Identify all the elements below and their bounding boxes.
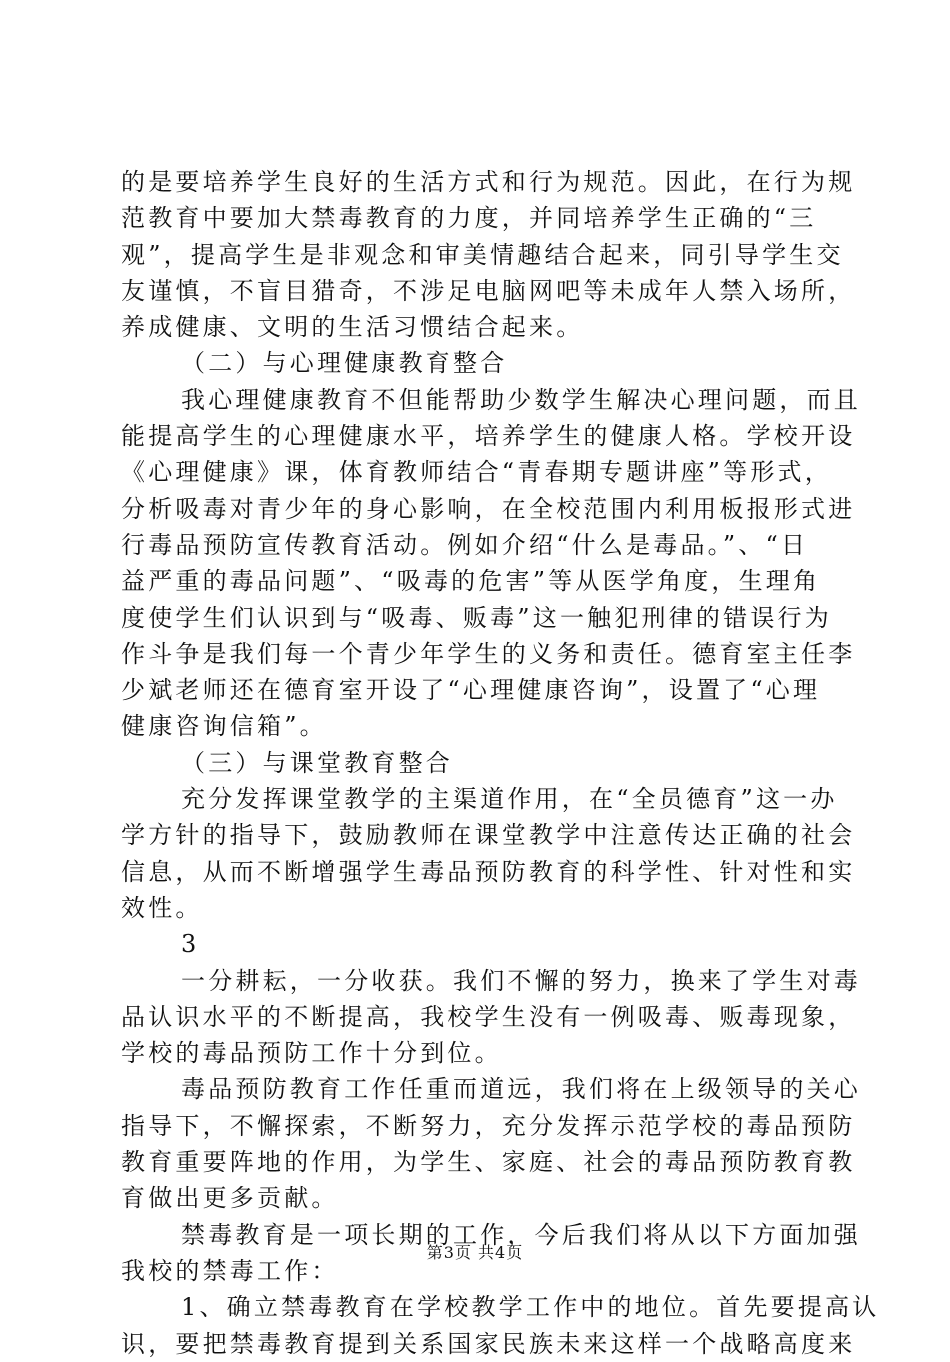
text-line: 分析吸毒对青少年的身心影响，在全校范围内利用板报形式进 bbox=[121, 494, 856, 523]
text-line: 学校的毒品预防工作十分到位。 bbox=[121, 1039, 502, 1068]
paragraph-first-line: 禁毒教育是一项长期的工作，今后我们将从以下方面加强 bbox=[181, 1220, 861, 1249]
text-line: 养成健康、文明的生活习惯结合起来。 bbox=[121, 313, 584, 342]
page-footer: 第3页 共4页 bbox=[426, 1243, 524, 1262]
document-body bbox=[121, 164, 880, 1362]
text-line: 能提高学生的心理健康水平，培养学生的健康人格。学校开设 bbox=[121, 422, 856, 451]
text-line: 行毒品预防宣传教育活动。例如介绍“什么是毒品。”、“日 bbox=[121, 530, 809, 559]
text-line: 友谨慎，不盲目猎奇，不涉足电脑网吧等未成年人禁入场所， bbox=[121, 276, 856, 305]
text-line: 信息，从而不断增强学生毒品预防教育的科学性、针对性和实 bbox=[121, 857, 856, 886]
text-line: 育做出更多贡献。 bbox=[121, 1184, 339, 1213]
paragraph-first-line: 我心理健康教育不但能帮助少数学生解决心理问题，而且 bbox=[181, 385, 861, 414]
text-line: 健康咨询信箱”。 bbox=[121, 712, 327, 741]
text-line: 指导下，不懈探索，不断努力，充分发挥示范学校的毒品预防 bbox=[121, 1111, 856, 1140]
text-line: 品认识水平的不断提高，我校学生没有一例吸毒、贩毒现象， bbox=[121, 1002, 856, 1031]
section-heading: （三）与课堂教育整合 bbox=[181, 748, 453, 777]
text-line: 学方针的指导下，鼓励教师在课堂教学中注意传达正确的社会 bbox=[121, 821, 856, 850]
text-line: 识，要把禁毒教育提到关系国家民族未来这样一个战略高度来 bbox=[121, 1329, 856, 1358]
text-line: 观”，提高学生是非观念和审美情趣结合起来，同引导学生交 bbox=[121, 240, 844, 269]
text-line: 少斌老师还在德育室开设了“心理健康咨询”，设置了“心理 bbox=[121, 676, 821, 705]
text-line: 效性。 bbox=[121, 893, 203, 922]
paragraph-first-line: 一分耕耘，一分收获。我们不懈的努力，换来了学生对毒 bbox=[181, 966, 861, 995]
text-line: 教育重要阵地的作用，为学生、家庭、社会的毒品预防教育教 bbox=[121, 1148, 856, 1177]
section-number: 3 bbox=[181, 930, 200, 959]
text-line: 范教育中要加大禁毒教育的力度，并同培养学生正确的“三 bbox=[121, 204, 817, 233]
paragraph-first-line: 1、确立禁毒教育在学校教学工作中的地位。首先要提高认 bbox=[181, 1293, 880, 1322]
text-line: 《心理健康》课，体育教师结合“青春期专题讲座”等形式， bbox=[121, 458, 832, 487]
section-heading: （二）与心理健康教育整合 bbox=[181, 349, 508, 378]
text-line: 的是要培养学生良好的生活方式和行为规范。因此，在行为规 bbox=[121, 168, 856, 196]
text-line: 度使学生们认识到与“吸毒、贩毒”这一触犯刑律的错误行为 bbox=[121, 603, 832, 632]
text-line: 我校的禁毒工作： bbox=[121, 1256, 339, 1285]
paragraph-first-line: 毒品预防教育工作任重而道远，我们将在上级领导的关心 bbox=[181, 1075, 861, 1104]
text-line: 益严重的毒品问题”、“吸毒的危害”等从医学角度，生理角 bbox=[121, 567, 821, 596]
paragraph-first-line: 充分发挥课堂教学的主渠道作用，在“全员德育”这一办 bbox=[181, 785, 838, 814]
text-line: 作斗争是我们每一个青少年学生的义务和责任。德育室主任李 bbox=[121, 639, 856, 668]
